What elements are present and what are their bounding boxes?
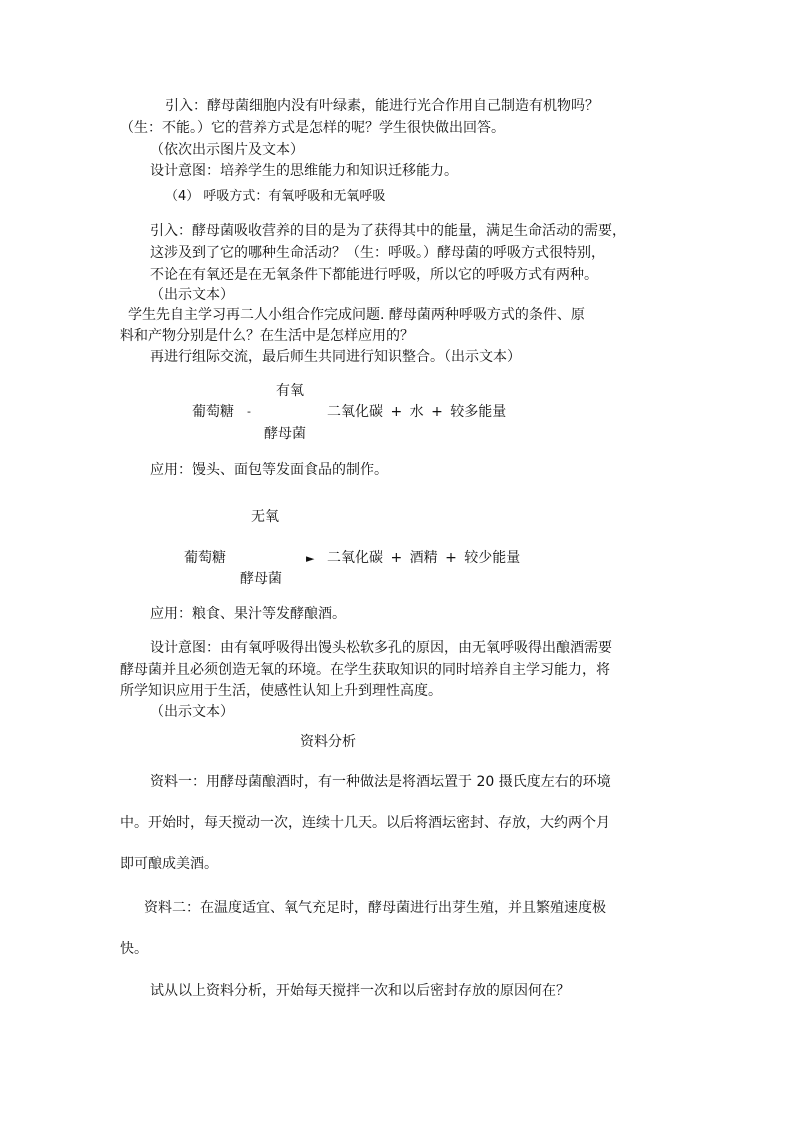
aerobic-reactant: 葡萄糖 [192,404,234,420]
aerobic-products: 二氧化碳 + 水 + 较多能量 [327,404,507,420]
aerobic-condition-top: 有氧 [276,383,304,399]
material2-line-1: 资料二：在温度适宜、氧气充足时，酵母菌进行出芽生殖，并且繁殖速度极 [144,900,606,916]
section-heading: （4） 呼吸方式：有氧呼吸和无氧呼吸 [165,189,386,204]
material1-line-3: 即可酿成美酒。 [120,856,218,872]
intro-line-1: 引入：酵母菌细胞内没有叶绿素，能进行光合作用自己制造有机物吗？ [165,98,599,114]
para2-line-1: 引入：酵母菌吸收营养的目的是为了获得其中的能量，满足生命活动的需要， [150,223,626,239]
anaerobic-application: 应用：粮食、果汁等发酵酿酒。 [150,606,346,622]
aerobic-application: 应用：馒头、面包等发面食品的制作。 [150,462,388,478]
intro-line-2: （生：不能。）它的营养方式是怎样的呢？学生很快做出回答。 [120,120,505,136]
para3-line-3: 再进行组际交流，最后师生共同进行知识整合。（出示文本） [150,349,521,365]
anaerobic-reactant: 葡萄糖 [184,550,226,566]
intro-design-intent: 设计意图：培养学生的思维能力和知识迁移能力。 [150,163,458,179]
material2-line-2: 快。 [120,941,148,957]
design2-line-4: （出示文本） [150,704,234,720]
analysis-title: 资料分析 [300,734,356,750]
anaerobic-condition-bottom: 酵母菌 [240,571,282,587]
anaerobic-arrow: ► [306,552,315,565]
analysis-question: 试从以上资料分析，开始每天搅拌一次和以后密封存放的原因何在？ [150,983,570,999]
para2-line-4: （出示文本） [150,287,234,303]
para3-line-2: 料和产物分别是什么？在生活中是怎样应用的？ [120,328,414,344]
anaerobic-products: 二氧化碳 + 酒精 + 较少能量 [327,550,521,566]
para2-line-3: 不论在有氧还是在无氧条件下都能进行呼吸，所以它的呼吸方式有两种。 [150,267,598,283]
design2-line-2: 酵母菌并且必须创造无氧的环境。在学生获取知识的同时培养自主学习能力，将 [120,662,610,678]
aerobic-arrow: - [247,405,251,418]
aerobic-condition-bottom: 酵母菌 [264,426,306,442]
anaerobic-condition-top: 无氧 [251,509,279,525]
para2-line-2: 这涉及到了它的哪种生命活动？（生：呼吸。）酵母菌的呼吸方式很特别， [150,245,605,261]
design2-line-1: 设计意图：由有氧呼吸得出馒头松软多孔的原因，由无氧呼吸得出酿酒需要 [150,640,612,656]
intro-line-3: （依次出示图片及文本） [150,142,304,158]
material1-line-1: 资料一：用酵母菌酿酒时，有一种做法是将酒坛置于 20 摄氏度左右的环境 [150,774,611,790]
para3-line-1: 学生先自主学习再二人小组合作完成问题. 酵母菌两种呼吸方式的条件、原 [128,307,585,323]
design2-line-3: 所学知识应用于生活，使感性认知上升到理性高度。 [120,683,442,699]
material1-line-2: 中。开始时，每天搅动一次，连续十几天。以后将酒坛密封、存放，大约两个月 [120,815,610,831]
